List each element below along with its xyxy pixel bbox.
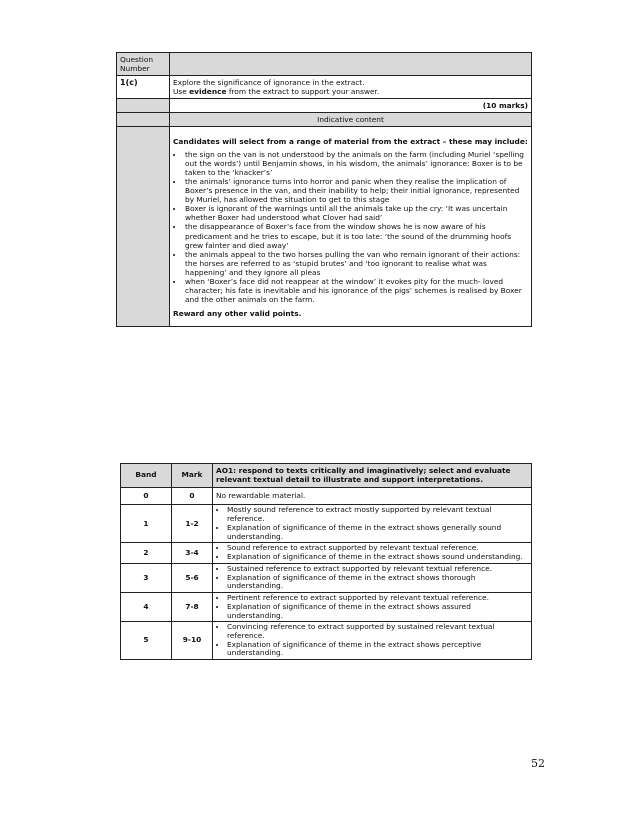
indicative-content [170,127,532,327]
question-number: 1(c) [117,76,170,99]
band-row [121,593,532,622]
band-descriptor: • Explanation of significance of theme in the extract shows assured understanding. [227,603,528,620]
indicative-heading-row [117,113,532,127]
indicative-content-row [117,127,532,327]
band-descriptor: No rewardable material. [213,488,532,505]
mark-range: 0 [172,488,213,505]
task-line-1: Explore the significance of ignorance in the extract. [173,78,365,88]
indicative-point: • the sign on the van is not understood by the animals on the farm (including Muriel ‘spelling out the words’) until Benjamin shows, in his wisdom, the animals’ ignorance: Boxer is to be taken to the ‘knacker’s’ [184,150,528,177]
band-number: 1 [121,505,172,543]
band-number: 4 [121,593,172,622]
question-task-row [117,76,532,99]
band-number: 5 [121,622,172,660]
question-header-blank [170,53,532,76]
band-row [121,622,532,660]
question-table [116,52,532,327]
band-descriptor: • Pertinent reference to extract supported by relevant textual reference. [227,594,528,603]
indicative-point: • the animals’ ignorance turns into horror and panic when they realise the implication of Boxer’s presence in the van, and their inability to help; their initial ignorance, represented by Muriel, has allowed the situation to get to this stage [184,177,528,204]
band-descriptors [213,593,532,622]
indicative-heading: Indicative content [170,113,532,127]
reward-note: Reward any other valid points. [173,308,302,318]
task-line-2-post: from the extract to support your answer. [226,87,380,97]
indicative-point: • the disappearance of Boxer’s face from the window shows he is now aware of his predicament and he tries to escape, but it is too late: ‘the sound of the drumming hoofs grew fainter and died away’ [184,222,528,249]
ao1-header: AO1: respond to texts critically and imaginatively; select and evaluate relevant textual detail to illustrate and support interpretations. [213,464,532,488]
question-number-label: Question Number [117,53,170,76]
indicative-intro: Candidates will select from a range of material from the extract – these may include: [173,137,528,147]
band-descriptors [213,543,532,563]
mark-range: 3-4 [172,543,213,563]
task-line-2-bold: evidence [189,87,227,97]
question-task [170,76,532,99]
band-number: 0 [121,488,172,505]
band-descriptors [213,505,532,543]
indicative-heading-blank [117,113,170,127]
mark-range: 9-10 [172,622,213,660]
band-row [121,563,532,592]
indicative-point: • Boxer is ignorant of the warnings until all the animals take up the cry: ‘It was uncertain whether Boxer had understood what Clover had said’ [184,204,528,222]
band-descriptor: • Explanation of significance of theme in the extract shows thorough understanding. [227,574,528,591]
band-descriptors [213,563,532,592]
band-number: 2 [121,543,172,563]
mark-header: Mark [172,464,213,488]
band-descriptor: • Explanation of significance of theme in the extract shows perceptive understanding. [227,641,528,658]
band-table [120,463,532,660]
band-row [121,543,532,563]
band-row [121,505,532,543]
band-descriptor: • Explanation of significance of theme in the extract shows sound understanding. [227,553,528,562]
band-descriptor: • Explanation of significance of theme in the extract shows generally sound understanding. [227,524,528,541]
question-header-row [117,53,532,76]
page-number: 52 [531,757,545,770]
band-row [121,488,532,505]
mark-range: 5-6 [172,563,213,592]
band-header-row [121,464,532,488]
band-descriptor: • Sustained reference to extract supported by relevant textual reference. [227,565,528,574]
band-descriptor: • Sound reference to extract supported by relevant textual reference. [227,544,528,553]
band-descriptor: • Mostly sound reference to extract mostly supported by relevant textual reference. [227,506,528,523]
indicative-point: • the animals appeal to the two horses pulling the van who remain ignorant of their actions: the horses are referred to as ‘stupid brutes’ and ‘too ignorant to realise what was happening’ and they ignore all pleas [184,250,528,277]
band-number: 3 [121,563,172,592]
mark-range: 1-2 [172,505,213,543]
indicative-content-blank [117,127,170,327]
indicative-points [173,150,528,304]
task-line-2-pre: Use [173,87,190,97]
mark-range: 7-8 [172,593,213,622]
task-line-2 [173,87,528,96]
indicative-point: • when ‘Boxer’s face did not reappear at the window’ it evokes pity for the much- loved character; his fate is inevitable and his ignorance of the pigs’ schemes is realised by Boxer and the other animals on the farm. [184,277,528,304]
band-header: Band [121,464,172,488]
marks-value: (10 marks) [170,99,532,113]
band-descriptors [213,622,532,660]
marks-row-blank [117,99,170,113]
band-descriptor: • Convincing reference to extract supported by sustained relevant textual reference. [227,623,528,640]
marks-row [117,99,532,113]
